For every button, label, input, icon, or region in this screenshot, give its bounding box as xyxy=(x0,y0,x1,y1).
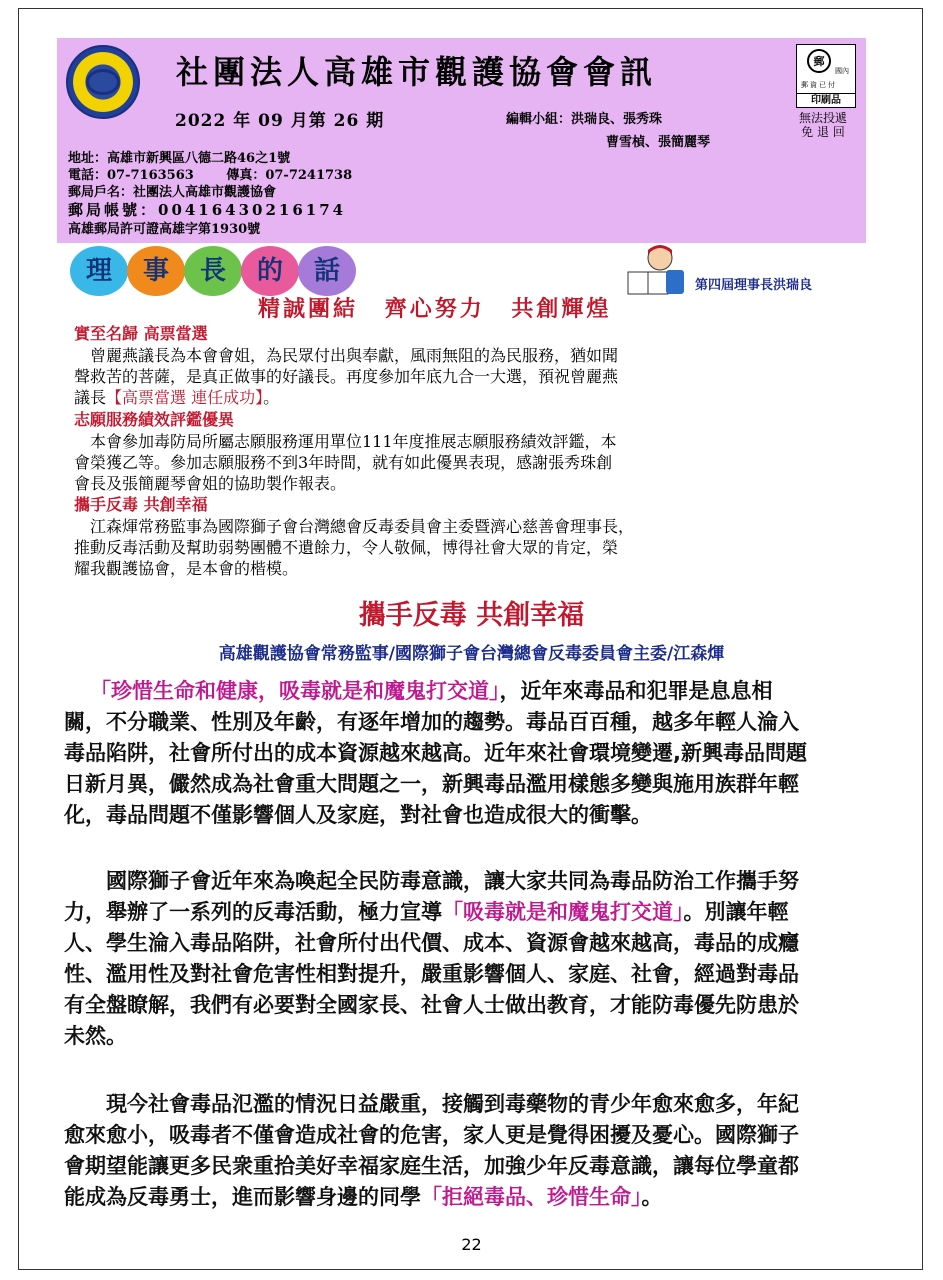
page-number: 22 xyxy=(461,1235,482,1254)
editors-line-2: 曹雪楨、張簡麗琴 xyxy=(606,135,711,150)
body-line: 耀我觀護協會，是本會的楷模。 xyxy=(74,559,299,578)
postal-account-number: 郵局帳號：00416430216174 xyxy=(68,201,347,219)
body-text: 。 xyxy=(263,388,280,407)
banner-char-2: 事 xyxy=(127,246,185,296)
section-body xyxy=(74,431,844,494)
body-line xyxy=(90,676,940,707)
article-title: 攜手反毒 共創幸福 xyxy=(358,600,585,631)
body-line: 聲救苦的菩薩，是真正做事的好議長。再度參加年底九合一大選，預祝曾麗燕 xyxy=(74,367,619,386)
slogan-part-3: 共創輝煌 xyxy=(511,296,612,322)
body-line: 日新月異，儼然成為社會重大問題之一，新興毒品濫用樣態多變與施用族群年輕 xyxy=(64,772,799,796)
body-line: 化，毒品問題不僅影響個人及家庭，對社會也造成很大的衝擊。 xyxy=(64,803,652,827)
phone: 電話：07-7163563 xyxy=(68,168,194,183)
body-text: 。別讓年輕 xyxy=(683,900,789,924)
article-paragraph xyxy=(64,866,914,1052)
no-return-line-1: 無法投遞 xyxy=(798,111,847,125)
postal-account-name: 郵局戶名：社團法人高雄市觀護協會 xyxy=(68,185,277,200)
body-line: 現今社會毒品氾濫的情況日益嚴重，接觸到毒藥物的青少年愈來愈多，年紀 xyxy=(64,1092,799,1116)
body-line: 有全盤瞭解，我們有必要對全國家長、社會人士做出教育，才能防毒優先防患於 xyxy=(64,993,799,1017)
body-text: 。 xyxy=(641,1185,663,1209)
printed-matter-label: 印刷品 xyxy=(797,93,855,107)
body-line xyxy=(74,387,844,408)
section-body xyxy=(74,345,844,408)
section-body xyxy=(74,516,844,579)
slogan-part-1: 精誠團結 xyxy=(258,296,359,322)
body-line xyxy=(64,897,914,928)
chairman-name: 第四屆理事長洪瑞良 xyxy=(695,278,813,293)
postage-paid-label: 郵資已付 xyxy=(801,81,837,89)
body-line: 推動反毒活動及幫助弱勢團體不遺餘力，令人敬佩，博得社會大眾的肯定，榮 xyxy=(74,538,619,557)
association-logo xyxy=(66,45,140,119)
body-line: 曾麗燕議長為本會會姐，為民眾付出與奉獻，風雨無阻的為民服務，猶如聞 xyxy=(74,346,619,365)
body-line: 國際獅子會近年來為喚起全民防毒意識，讓大家共同為毒品防治工作攜手努 xyxy=(64,869,799,893)
fax: 傳真：07-7241738 xyxy=(226,168,353,183)
body-line: 愈來愈小，吸毒者不僅會造成社會的危害，家人更是覺得困擾及憂心。國際獅子 xyxy=(64,1123,799,1147)
banner-char-3: 長 xyxy=(184,246,242,296)
address: 地址：高雄市新興區八德二路46之1號 xyxy=(68,151,291,166)
postage-domestic-label: 國內 xyxy=(835,67,849,75)
section-heading: 攜手反毒 共創幸福 xyxy=(74,495,208,514)
newsletter-title: 社團法人高雄市觀護協會會訊 xyxy=(176,53,658,91)
quote-highlight: 「吸毒就是和魔鬼打交道」 xyxy=(442,900,684,924)
body-line xyxy=(64,1182,914,1213)
body-line: 本會參加毒防局所屬志願服務運用單位111年度推展志願服務績效評鑑，本 xyxy=(74,432,617,451)
editors-line-1: 編輯小組：洪瑞良、張秀珠 xyxy=(506,112,663,127)
slogan-part-2: 齊心努力 xyxy=(384,296,485,322)
contact-line xyxy=(68,167,352,184)
body-line: 會長及張簡麗琴會姐的協助製作報表。 xyxy=(74,474,347,493)
quote-highlight: 「珍惜生命和健康，吸毒就是和魔鬼打交道」 xyxy=(90,679,500,703)
post-emblem-icon: 郵 xyxy=(807,49,831,73)
postage-paid-stamp xyxy=(796,44,856,108)
body-line: 性、濫用性及對社會危害性相對提升，嚴重影響個人、家庭、社會，經過對毒品 xyxy=(64,962,799,986)
article-paragraph xyxy=(64,707,914,831)
slogan xyxy=(258,292,627,323)
reading-child-illustration xyxy=(620,240,690,300)
issue-date: 2022 年 09 月第 26 期 xyxy=(175,111,385,131)
body-text: ，近年來毒品和犯罪是息息相 xyxy=(499,679,773,703)
no-return-notice xyxy=(794,111,852,139)
banner-char-5: 話 xyxy=(298,246,356,296)
body-line: 未然。 xyxy=(64,1024,127,1048)
no-return-line-2: 免 退 回 xyxy=(801,125,845,139)
body-text: 議長 xyxy=(74,388,107,407)
section-heading: 實至名歸 高票當選 xyxy=(74,324,208,343)
body-line: 江森煇常務監事為國際獅子會台灣總會反毒委員會主委暨濟心慈善會理事長， xyxy=(74,517,635,536)
body-line: 關，不分職業、性別及年齡，有逐年增加的趨勢。毒品百百種，越多年輕人淪入 xyxy=(64,710,799,734)
section-heading: 志願服務績效評鑑優異 xyxy=(74,410,235,429)
banner-char-4: 的 xyxy=(241,246,299,296)
article-paragraph xyxy=(90,676,940,707)
body-text: 能成為反毒勇士，進而影響身邊的同學 xyxy=(64,1185,421,1209)
article-paragraph xyxy=(64,1089,914,1213)
body-line: 會榮獲乙等。參加志願服務不到3年時間，就有如此優異表現，感謝張秀珠創 xyxy=(74,453,613,472)
body-line: 人、學生淪入毒品陷阱，社會所付出代價、成本、資源會越來越高，毒品的成癮 xyxy=(64,931,799,955)
quote-highlight: 「拒絕毒品、珍惜生命」 xyxy=(421,1185,642,1209)
banner-char-1: 理 xyxy=(70,246,128,296)
body-text: 力，舉辦了一系列的反毒活動，極力宣導 xyxy=(64,900,442,924)
body-line: 會期望能讓更多民衆重拾美好幸福家庭生活，加強少年反毒意識，讓每位學童都 xyxy=(64,1154,799,1178)
highlight-text: 【高票當選 連任成功】 xyxy=(106,388,264,407)
article-byline: 高雄觀護協會常務監事/國際獅子會台灣總會反毒委員會主委/江森煇 xyxy=(218,644,725,664)
postal-permit: 高雄郵局許可證高雄字第1930號 xyxy=(68,222,261,237)
body-line: 毒品陷阱，社會所付出的成本資源越來越高。近年來社會環境變遷,新興毒品問題 xyxy=(64,741,807,765)
